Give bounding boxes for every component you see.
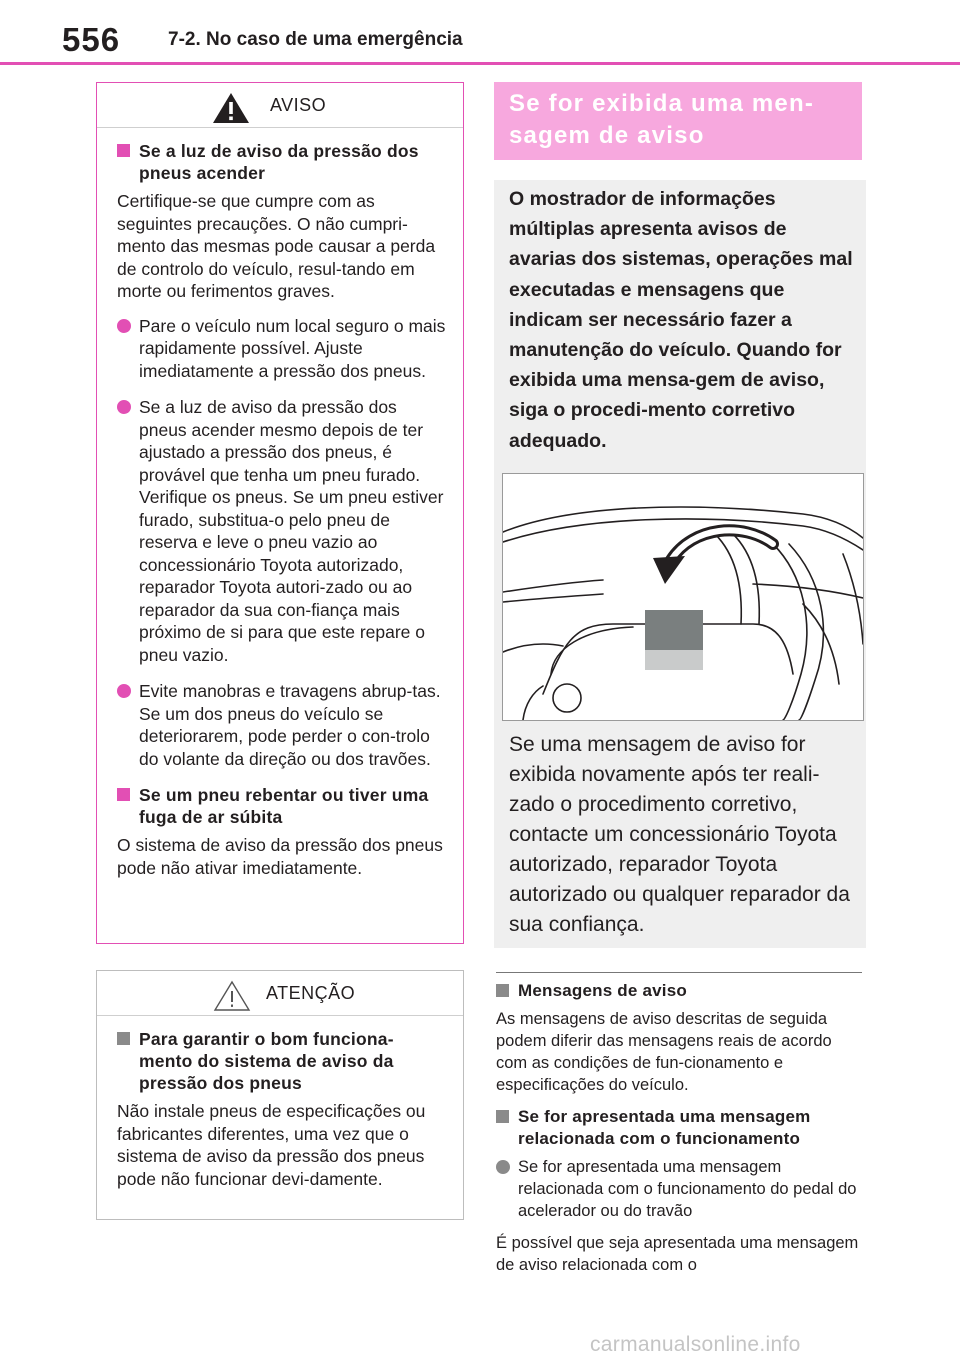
atencao-heading: Para garantir o bom funciona-mento do sistema de aviso da pressão dos pneus bbox=[117, 1028, 447, 1094]
aviso-bullet-2: Se a luz de aviso da pressão dos pneus acender mesmo depois de ter ajustado a pressão dos pneus, é provável que tenha um pneu furado. Verifique os pneus. Se um pneu estiver furado, substitua-o pelo pneu de reserva e leve o pneu vazio ao concessionário Toyota autorizado, reparador Toyota autori-zado ou ao reparador da sua con-fiança mais próximo de si para que este repare o pneu vazio. bbox=[117, 396, 447, 666]
bullet-square-icon bbox=[496, 984, 509, 997]
bullet-dot-icon bbox=[117, 319, 131, 333]
bullet-dot-icon bbox=[117, 400, 131, 414]
messages-paragraph-2: É possível que seja apresentada uma mensagem de aviso relacionada com o bbox=[496, 1234, 859, 1274]
aviso-paragraph-precautions: Certifique-se que cumpre com as seguintes precauções. O não cumpri-mento das mesmas pode causar a perda de controlo do veículo, resul-tando em morte ou ferimentos graves. bbox=[117, 191, 436, 301]
bullet-dot-icon bbox=[117, 684, 131, 698]
aviso-paragraph-system: O sistema de aviso da pressão dos pneus pode não ativar imediatamente. bbox=[117, 835, 443, 878]
info-panel bbox=[494, 180, 866, 948]
aviso-title: AVISO bbox=[270, 95, 327, 115]
aviso-bullet-1: Pare o veículo num local seguro o mais rapidamente possível. Ajuste imediatamente a pressão dos pneus. bbox=[117, 315, 447, 383]
arrow-head-icon bbox=[653, 556, 685, 584]
messages-heading: Mensagens de aviso bbox=[496, 980, 862, 1002]
bullet-dot-icon bbox=[496, 1160, 510, 1174]
atencao-title: ATENÇÃO bbox=[266, 983, 356, 1003]
bullet-square-icon bbox=[117, 1032, 130, 1045]
section-divider bbox=[496, 972, 862, 973]
page-number: 556 bbox=[62, 21, 121, 58]
warning-triangle-icon bbox=[212, 92, 250, 124]
atencao-box-header bbox=[97, 971, 463, 1016]
messages-paragraph: As mensagens de aviso descritas de seguida podem diferir das mensagens reais de acordo com as condições de fun-cionamento e especificações do veículo. bbox=[496, 1010, 832, 1094]
steering-wheel-display-drawing bbox=[503, 474, 863, 720]
aviso-warning-box bbox=[96, 82, 464, 944]
aviso-heading-blowout: Se um pneu rebentar ou tiver uma fuga de ar súbita bbox=[117, 784, 447, 828]
display-highlight bbox=[645, 610, 703, 650]
aviso-heading-light-on: Se a luz de aviso da pressão dos pneus acender bbox=[117, 140, 447, 184]
atencao-paragraph: Não instale pneus de especificações ou fabricantes diferentes, uma vez que o sistema de aviso da pressão dos pneus pode não funcionar devi-damente. bbox=[117, 1101, 426, 1189]
section-heading-bar bbox=[494, 82, 862, 160]
page-header bbox=[0, 0, 960, 66]
messages-subheading: Se for apresentada uma mensagem relacionada com o funcionamento bbox=[496, 1106, 862, 1150]
aviso-bullet-3: Evite manobras e travagens abrup-tas. Se um dos pneus do veículo se deteriorarem, pode perder o con-trolo do volante da direção ou dos travões. bbox=[117, 680, 447, 770]
messages-bullet: Se for apresentada uma mensagem relacionada com o funcionamento do pedal do acelerador ou do travão bbox=[496, 1156, 862, 1222]
display-lower bbox=[645, 650, 703, 670]
section-heading: Se for exibida uma men-sagem de aviso bbox=[509, 90, 815, 149]
dashboard-illustration bbox=[502, 473, 864, 721]
bullet-square-icon bbox=[117, 788, 130, 801]
atencao-caution-box bbox=[96, 970, 464, 1220]
aviso-box-header bbox=[97, 83, 463, 128]
info-panel-intro: O mostrador de informações múltiplas apresenta avisos de avarias dos sistemas, operações mal executadas e mensagens que indicam ser necessário fazer a manutenção do veículo. Quando for exibida uma mensa-gem de aviso, siga o procedi-mento corretivo adequado. bbox=[509, 188, 853, 452]
section-title: 7-2. No caso de uma emergência bbox=[168, 29, 463, 50]
header-divider bbox=[0, 62, 960, 65]
watermark: carmanualsonline.info bbox=[590, 1333, 801, 1356]
info-panel-followup: Se uma mensagem de aviso for exibida novamente após ter reali-zado o procedimento corretivo, contacte um concessionário Toyota autorizado, reparador Toyota autorizado ou qualquer reparador da sua confiança. bbox=[509, 733, 850, 936]
bullet-square-icon bbox=[117, 144, 130, 157]
caution-triangle-icon bbox=[213, 980, 251, 1012]
bullet-square-icon bbox=[496, 1110, 509, 1123]
